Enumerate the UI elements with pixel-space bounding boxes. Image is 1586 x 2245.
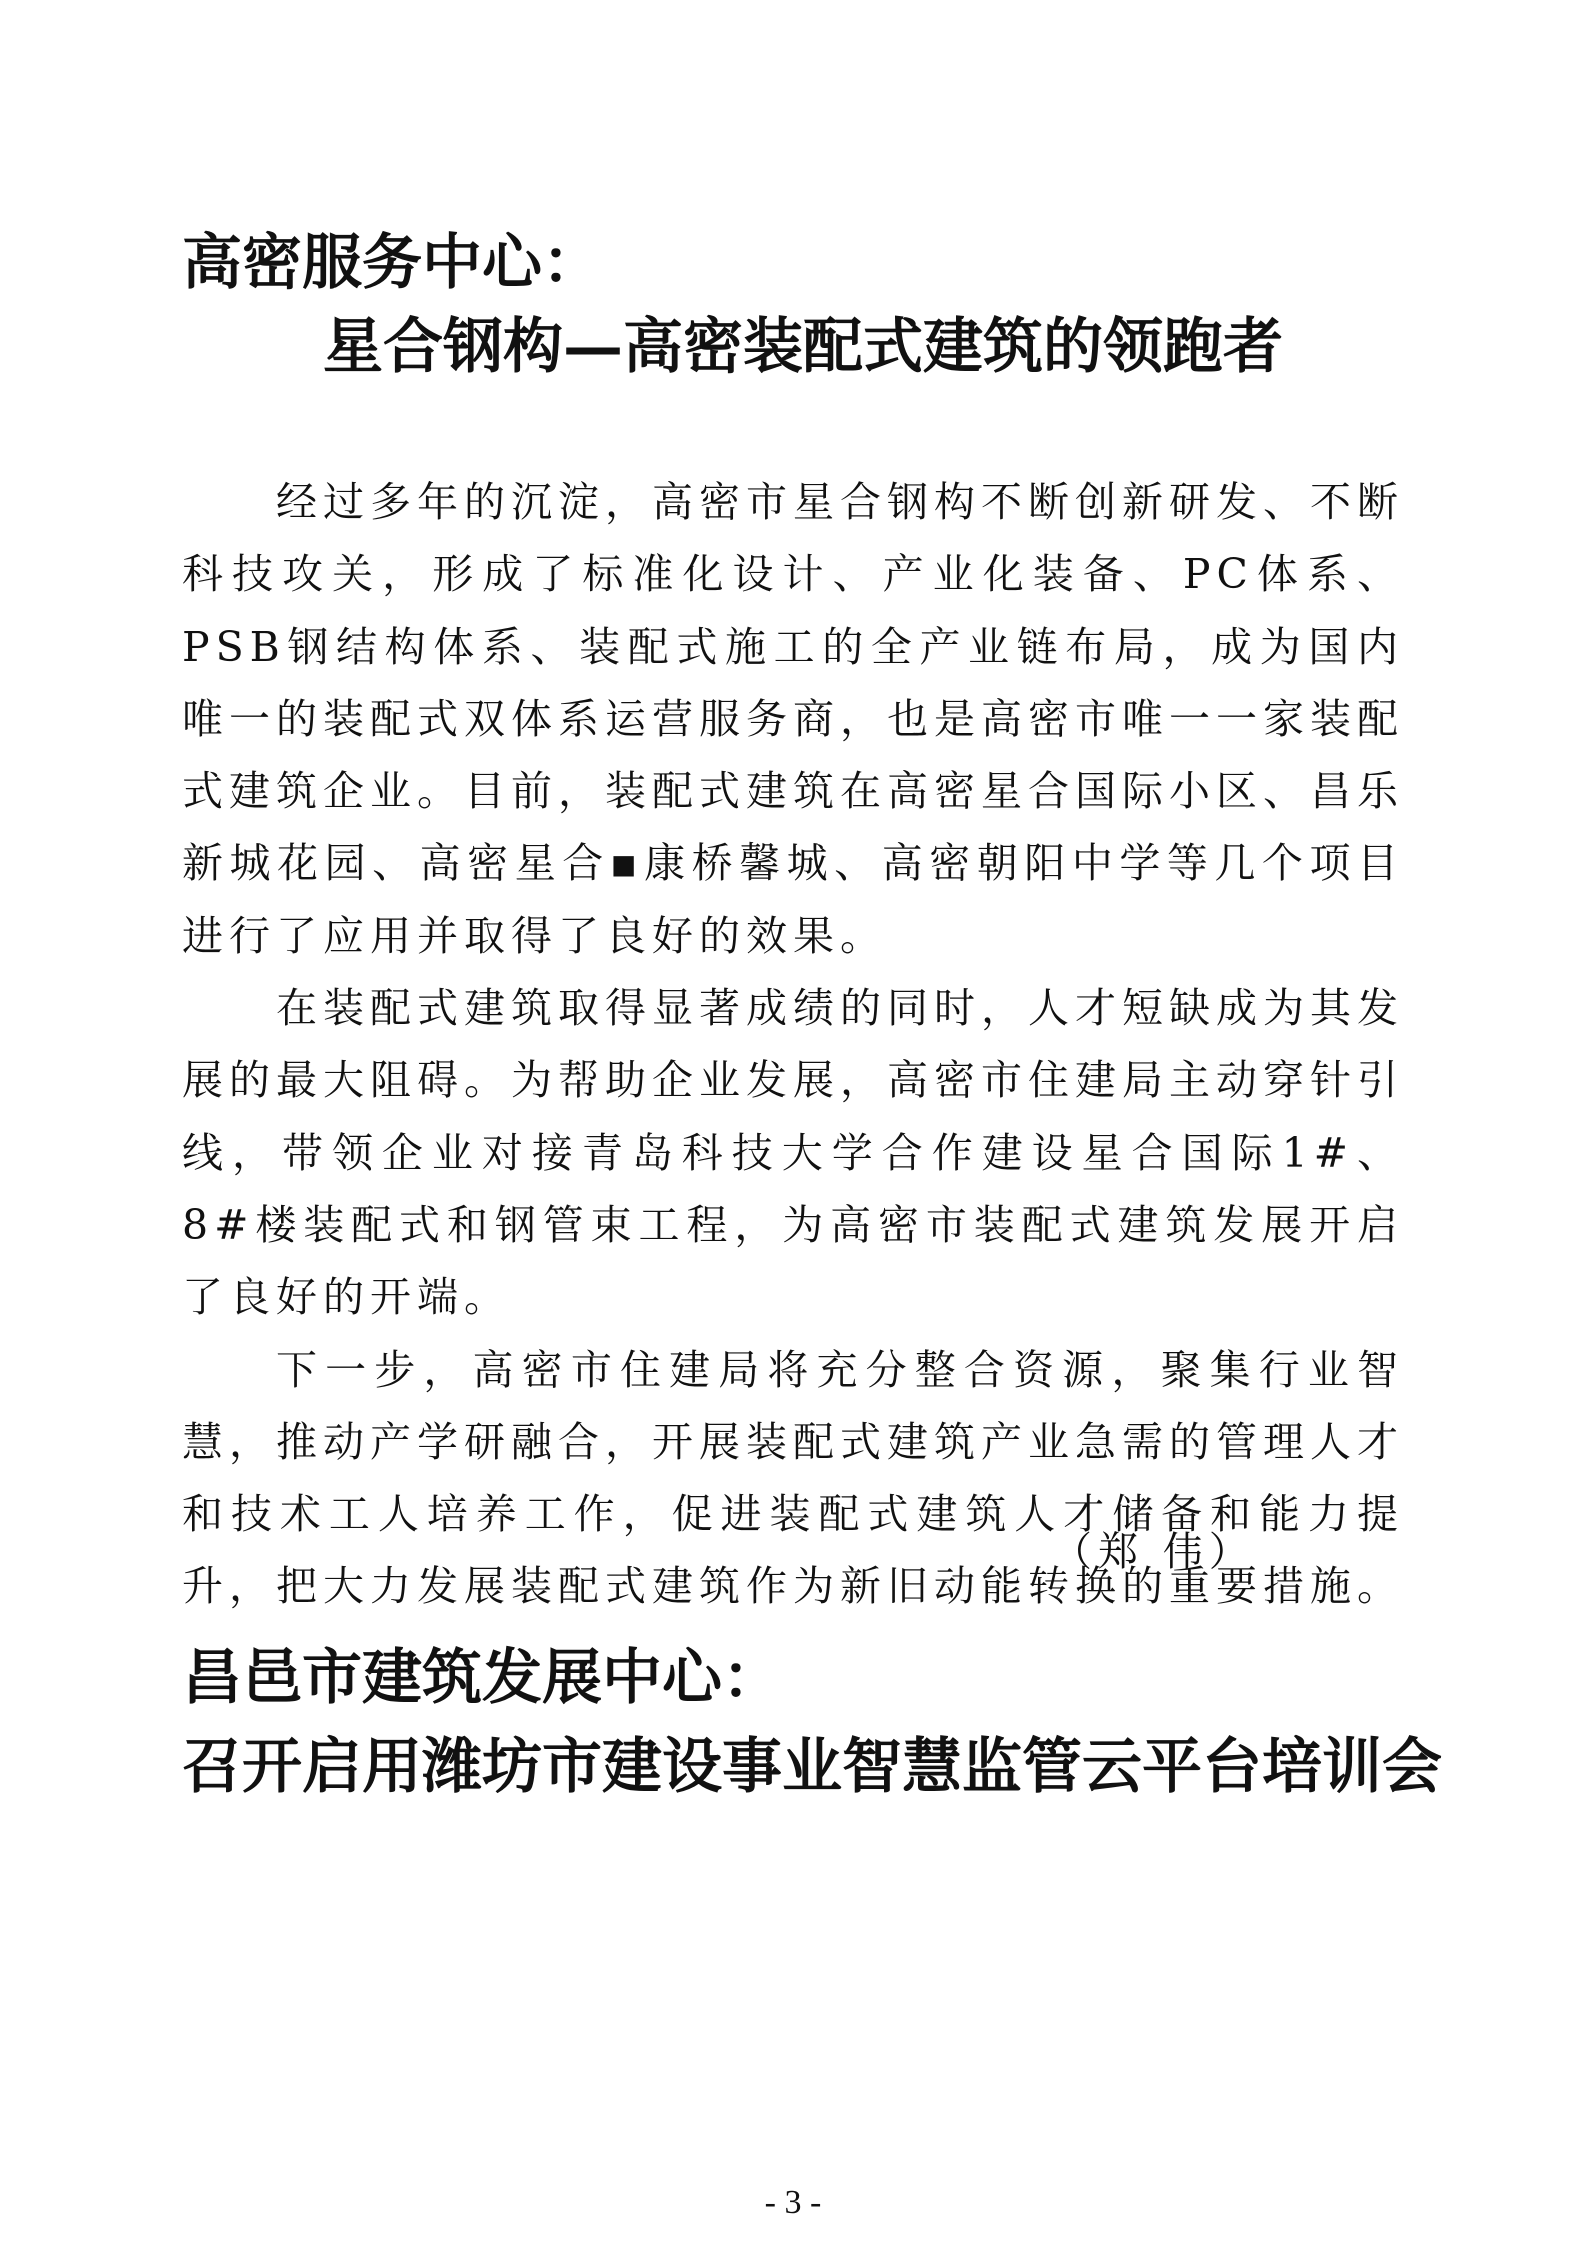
section1-byline: （郑 伟） — [1052, 1529, 1255, 1575]
section1-body — [182, 466, 1404, 1623]
section2-title: 昌邑市建筑发展中心： — [182, 1643, 782, 1713]
page-number: - 3 - — [764, 2184, 822, 2221]
section1-subtitle: 星合钢构—高密装配式建筑的领跑者 — [323, 312, 1283, 382]
section2-subtitle: 召开启用潍坊市建设事业智慧监管云平台培训会 — [182, 1732, 1442, 1802]
section1-paragraph-2: 在装配式建筑取得显著成绩的同时，人才短缺成为其发展的最大阻碍。为帮助企业发展，高密市住建局主动穿针引线，带领企业对接青岛科技大学合作建设星合国际1#、8#楼装配式和钢管束工程，为高密市装配式建筑发展开启了良好的开端。 — [182, 984, 1404, 1322]
section1-paragraph-1: 经过多年的沉淀，高密市星合钢构不断创新研发、不断科技攻关，形成了标准化设计、产业化装备、PC体系、PSB钢结构体系、装配式施工的全产业链布局，成为国内唯一的装配式双体系运营服务商，也是高密市唯一一家装配式建筑企业。目前，装配式建筑在高密星合国际小区、昌乐新城花园、高密星合▪康桥馨城、高密朝阳中学等几个项目进行了应用并取得了良好的效果。 — [182, 478, 1404, 960]
section1-paragraph-3: 下一步，高密市住建局将充分整合资源，聚集行业智慧，推动产学研融合，开展装配式建筑产业急需的管理人才和技术工人培养工作，促进装配式建筑人才储备和能力提升，把大力发展装配式建筑作为新旧动能转换的重要措施。 — [182, 1345, 1404, 1611]
section1-title: 高密服务中心： — [182, 228, 602, 298]
